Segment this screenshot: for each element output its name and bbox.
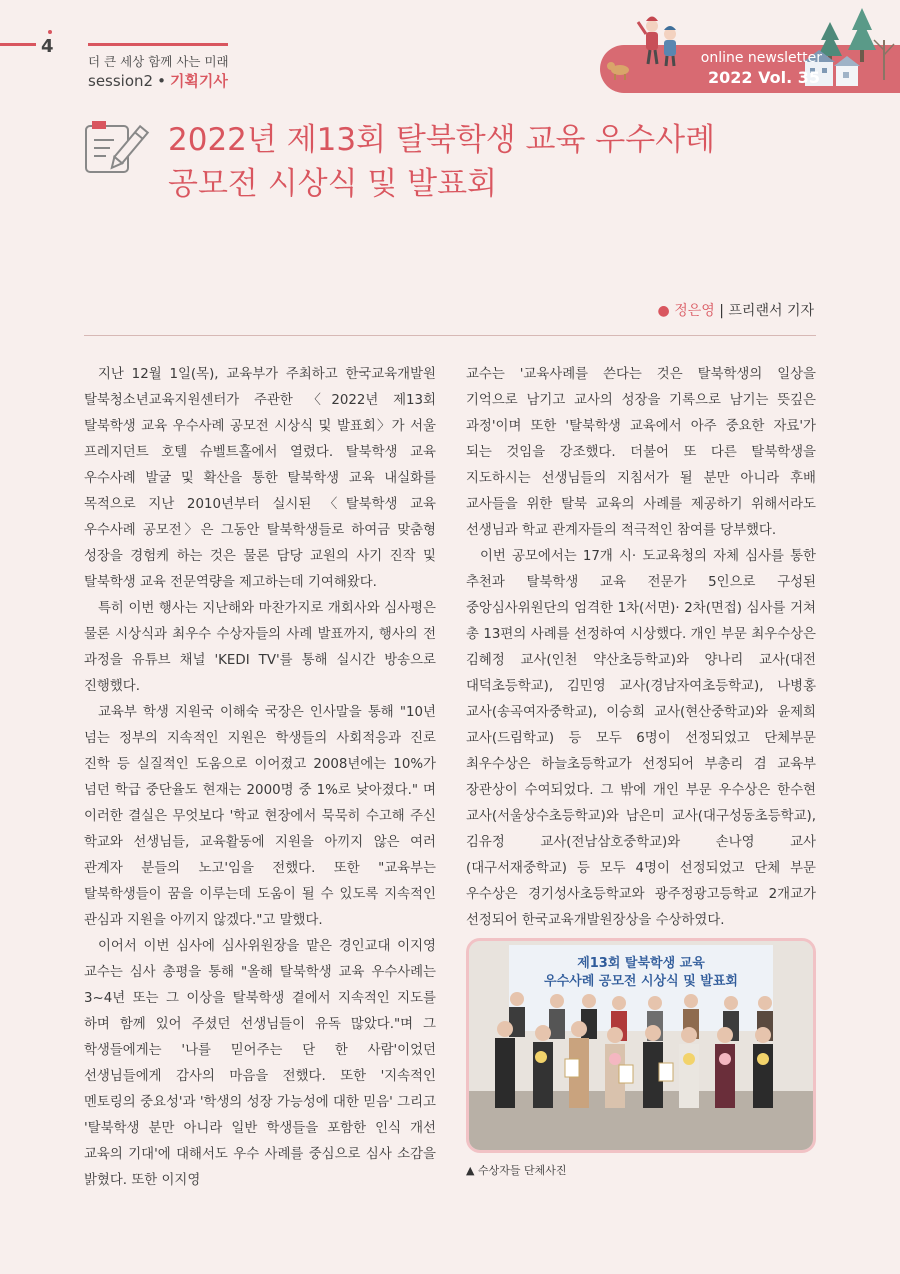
paragraph: 교육부 학생 지원국 이해숙 국장은 인사말을 통해 "10년 넘는 정부의 지속적인 지원은 학생들의 사회적응과 진로 진학 등 실질적인 도움으로 이어졌고 2008년에는 10%가 넘던 학급 중단율도 현재는 2000명 중 1%로 낮아졌다." 며 이러한 결실은 무엇보다 '학교 현장에서 묵묵히 수고해 주신 학교와 선생님들, 교육활동에 지원을 아끼지 않은 여러 관계자 분들의 노고'임을 전했다. 또한 "교육부는 탈북학생들이 꿈을 이루는데 도움이 될 수 있도록 지속적인 관심과 지원을 아끼지 않겠다."고 말했다. [84,705,436,928]
paragraph: 교수는 '교육사례를 쓴다는 것은 탈북학생의 일상을 기억으로 남기고 교사의 성장을 기록으로 남기는 뜻깊은 과정'이며 또한 '탈북학생 교육에서 아주 중요한 자료'가 되는 것임을 강조했다. 더불어 또 다른 탈북학생을 지도하시는 선생님들의 지침서가 될 분만 아니라 후배 교사들을 위한 탈북 교육의 사례를 제공하기 위해서라도 선생님과 학교 관계자들의 적극적인 참여를 당부했다. [466,367,816,538]
author-role: | 프리랜서 기자 [719,303,814,319]
photo-banner-line1: 제13회 탈북학생 교육 [577,956,705,971]
body-column-left [84,362,436,1194]
body-column-right [466,362,816,934]
category-label: 기획기사 [169,72,228,90]
page-number-dot [48,30,52,34]
header-session [88,70,228,91]
byline-dot: ● [657,303,670,319]
photo-banner-line2: 우수사례 공모전 시상식 및 발표회 [544,974,738,989]
article-title [168,118,715,206]
session-label: session2 [88,72,154,90]
author-name: 정은영 [674,303,715,319]
paragraph: 이번 공모에서는 17개 시· 도교육청의 자체 심사를 통한 추천과 탈북학생 교육 전문가 5인으로 구성된 중앙심사위원단의 엄격한 1차(서면)· 2차(면접) 심사를 거쳐 총 13편의 사례를 선정하여 시상했다. 개인 부문 최우수상은 김혜정 교사(인천 약산초등학교)와 양나리 교사(대전 대덕초등학교), 김민영 교사(경남자여초등학교), 나병홍 교사(송곡여자중학교), 이승희 교사(현산중학교)와 윤제희 교사(드림학교) 등 모두 6명이 선정되었고 단체부문 최우수상은 하늘초등학교가 선정되어 부총리 겸 교육부 장관상이 수여되었다. 그 밖에 개인 부문 우수상은 한수현 교사(서울상수초등학교)와 남은미 교사(대구성동초등학교), 김유정 교사(전남삼호중학교)와 손나영 교사(대구서재중학교) 등 모두 4명이 선정되었고 단체 부문 우수상은 경기성사초등학교와 광주정광고등학교 2개교가 선정되어 한국교육개발원장상을 수상하였다. [466,549,816,928]
session-separator: • [157,72,166,90]
article-title-line2: 공모전 시상식 및 발표회 [168,166,498,202]
photo-caption: ▲ 수상자들 단체사진 [466,1164,567,1177]
newsletter-volume: 2022 Vol. 35 [708,68,820,87]
paragraph: 지난 12월 1일(목), 교육부가 주최하고 한국교육개발원 탈북청소년교육지원센터가 주관한 〈2022년 제13회 탈북학생 교육 우수사례 공모전 시상식 및 발표회〉가 서울 프레지던트 호텔 슈벨트홀에서 열렸다. 탈북학생 교육 우수사례 발굴 및 확산을 통한 탈북학생 교육 내실화를 목적으로 지난 2010년부터 실시된 〈탈북학생 교육 우수사례 공모전〉은 그동안 탈북학생들로 하여금 맞춤형 성장을 경험케 하는 것은 물론 담당 교원의 사기 진작 및 탈북학생 교육 전문역량을 제고하는데 기여해왔다. [84,367,436,590]
byline [658,300,814,320]
newsletter-label: online newsletter [700,50,822,66]
byline-divider [84,335,816,336]
paragraph: 특히 이번 행사는 지난해와 마찬가지로 개회사와 심사평은 물론 시상식과 최우수 수상자들의 사례 발표까지, 행사의 전 과정을 유튜브 채널 'KEDI TV'를 통해 실시간 방송으로 진행했다. [84,601,436,694]
article-icon [84,120,150,176]
header-rule [88,43,228,46]
paragraph: 이어서 이번 심사에 심사위원장을 맡은 경인교대 이지영 교수는 심사 총평을 통해 "올해 탈북학생 교육 우수사례는 3~4년 또는 그 이상을 탈북학생 곁에서 지속적인 지도를 하며 함께 있어 주셨던 선생님들이 유독 많았다."며 그 학생들에게는 '나를 믿어주는 단 한 사람'이었던 선생님들에게 감사의 마음을 전했다. 또한 '지속적인 멘토링의 중요성'과 '학생의 성장 가능성에 대한 믿음' 그리고 '탈북학생 분만 아니라 일반 학생들을 포함한 인식 개선 교육의 기대'에 대해서도 우수 사례를 중심으로 심사 소감을 밝혔다. 또한 이지영 [84,939,436,1188]
article-title-line1: 2022년 제13회 탈북학생 교육 우수사례 [168,122,716,158]
header-subtitle: 더 큰 세상 함께 사는 미래 [88,54,229,69]
group-photo [466,938,816,1153]
page-number-rule [0,43,36,46]
page-number: 4 [41,36,54,57]
